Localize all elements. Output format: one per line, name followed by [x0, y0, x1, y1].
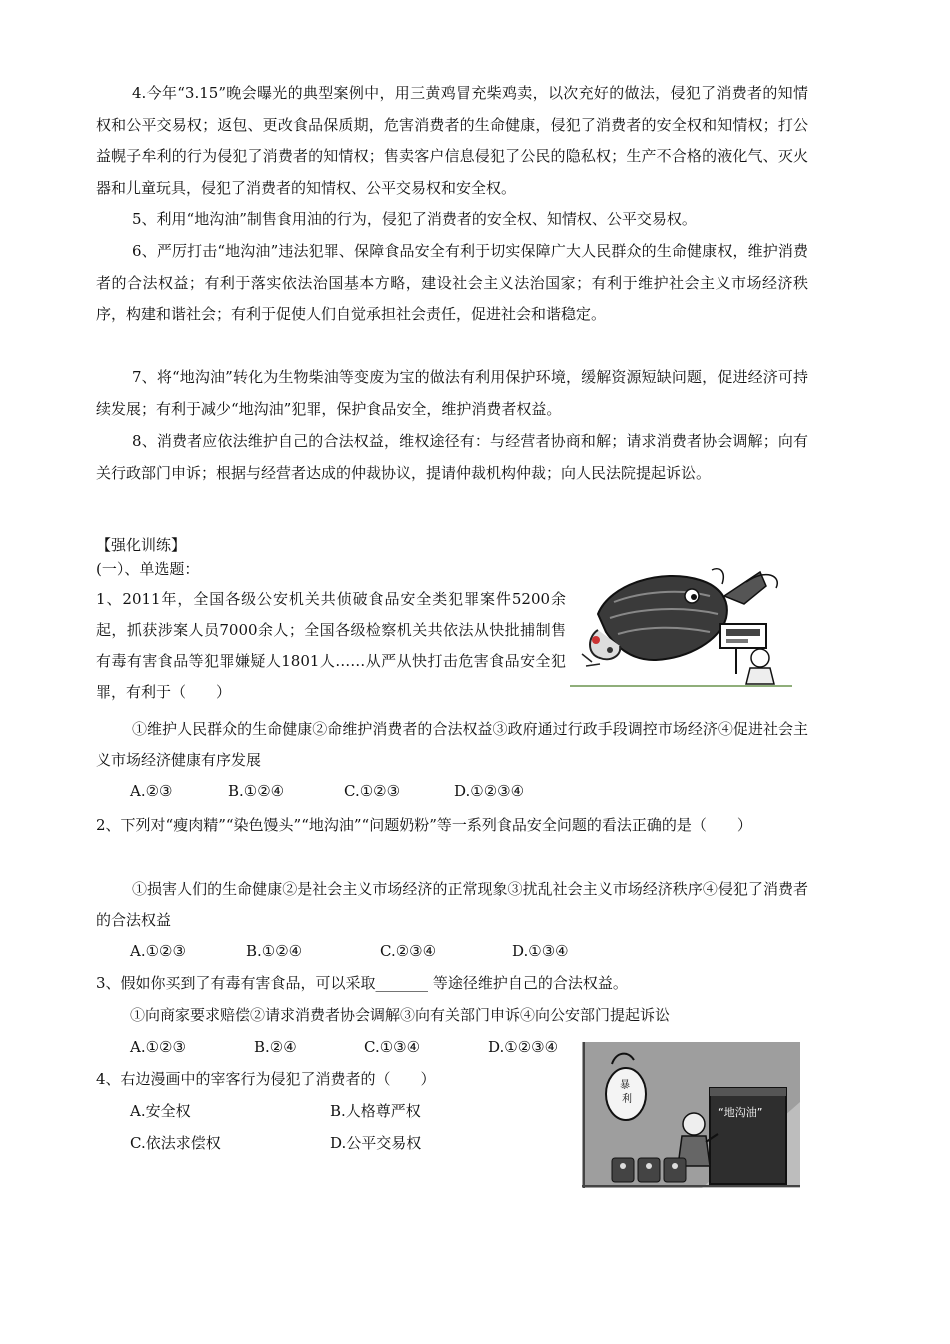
- question-2-option-b: B.①②④: [246, 942, 303, 960]
- question-3-option-d: D.①②③④: [488, 1038, 559, 1056]
- food-safety-cartoon: [570, 562, 796, 688]
- question-4-stem: 4、右边漫画中的宰客行为侵犯了消费者的（ ）: [96, 1070, 436, 1088]
- gutter-oil-cartoon: [582, 1042, 800, 1188]
- question-4-option-d: D.公平交易权: [330, 1134, 422, 1152]
- summary-paragraph-5: 5、利用“地沟油”制售食用油的行为，侵犯了消费者的安全权、知情权、公平交易权。: [132, 210, 697, 228]
- question-1-option-b: B.①②④: [228, 782, 285, 800]
- summary-paragraph-4: 4.今年“3.15”晚会曝光的典型案例中，用三黄鸡冒充柴鸡卖，以次充好的做法，侵犯了消费者的知情权和公平交易权；返包、更改食品保质期，危害消费者的生命健康，侵犯了消费者的安全权和知情权；打公益幌子牟利的行为侵犯了消费者的知情权；售卖客户信息侵犯了公民的隐私权；生产不合格的液化气、灭火器和儿童玩具，侵犯了消费者的知情权、公平交易权和安全权。: [96, 84, 808, 197]
- question-3-option-c: C.①③④: [364, 1038, 421, 1056]
- question-2-option-a: A.①②③: [130, 942, 186, 960]
- question-3-option-b: B.②④: [254, 1038, 297, 1056]
- question-1-option-d: D.①②③④: [454, 782, 525, 800]
- question-3-statements: ①向商家要求赔偿②请求消费者协会调解③向有关部门申诉④向公安部门提起诉讼: [130, 1006, 671, 1024]
- summary-paragraph-6: 6、严厉打击“地沟油”违法犯罪、保障食品安全有利于切实保障广大人民群众的生命健康权，维护消费者的合法权益；有利于落实依法治国基本方略，建设社会主义法治国家；有利于维护社会主义市场经济秩序，构建和谐社会；有利于促使人们自觉承担社会责任，促进社会和谐稳定。: [96, 242, 808, 324]
- summary-paragraph-7: 7、将“地沟油”转化为生物柴油等变废为宝的做法有利用保护环境，缓解资源短缺问题，促进经济可持续发展；有利于减少“地沟油”犯罪，保护食品安全，维护消费者权益。: [96, 368, 808, 418]
- question-2-option-c: C.②③④: [380, 942, 437, 960]
- barrel-label: “地沟油”: [718, 1106, 763, 1119]
- question-1-statements: ①维护人民群众的生命健康②命维护消费者的合法权益③政府通过行政手段调控市场经济④促进社会主义市场经济健康有序发展: [96, 720, 808, 769]
- question-4-option-a: A.安全权: [130, 1102, 191, 1120]
- question-1-option-a: A.②③: [130, 782, 173, 800]
- question-4-option-c: C.依法求偿权: [130, 1134, 221, 1152]
- question-1-stem: 1、2011年，全国各级公安机关共侦破食品安全类犯罪案件5200余起，抓获涉案人员7000余人；全国各级检察机关共依法从快批捕制售有毒有害食品等犯罪嫌疑人1801人……从严从快打击危害食品安全犯罪，有利于（ ）: [96, 590, 566, 701]
- section-subtitle: (一）、单选题：: [96, 560, 200, 578]
- question-1-option-c: C.①②③: [344, 782, 401, 800]
- question-3-stem: 3、假如你买到了有毒有害食品，可以采取_______ 等途径维护自己的合法权益。: [96, 974, 628, 992]
- question-2-statements: ①损害人们的生命健康②是社会主义市场经济的正常现象③扰乱社会主义市场经济秩序④侵犯了消费者的合法权益: [96, 880, 808, 929]
- summary-paragraph-8: 8、消费者应依法维护自己的合法权益，维权途径有：与经营者协商和解；请求消费者协会调解；向有关行政部门申诉；根据与经营者达成的仲裁协议，提请仲裁机构仲裁；向人民法院提起诉讼。: [96, 432, 808, 482]
- section-title: 【强化训练】: [96, 536, 187, 554]
- question-4-option-b: B.人格尊严权: [330, 1102, 421, 1120]
- question-3-option-a: A.①②③: [130, 1038, 186, 1056]
- bag-label-char-1: 暴: [620, 1080, 630, 1091]
- question-2-stem: 2、下列对“瘦肉精”“染色馒头”“地沟油”“问题奶粉”等一系列食品安全问题的看法正确的是（ ）: [96, 816, 752, 834]
- bag-label-char-2: 利: [622, 1094, 632, 1105]
- food-safety-cartoon-drawing: [570, 562, 796, 688]
- gutter-oil-cartoon-drawing: [582, 1042, 800, 1188]
- question-2-option-d: D.①③④: [512, 942, 569, 960]
